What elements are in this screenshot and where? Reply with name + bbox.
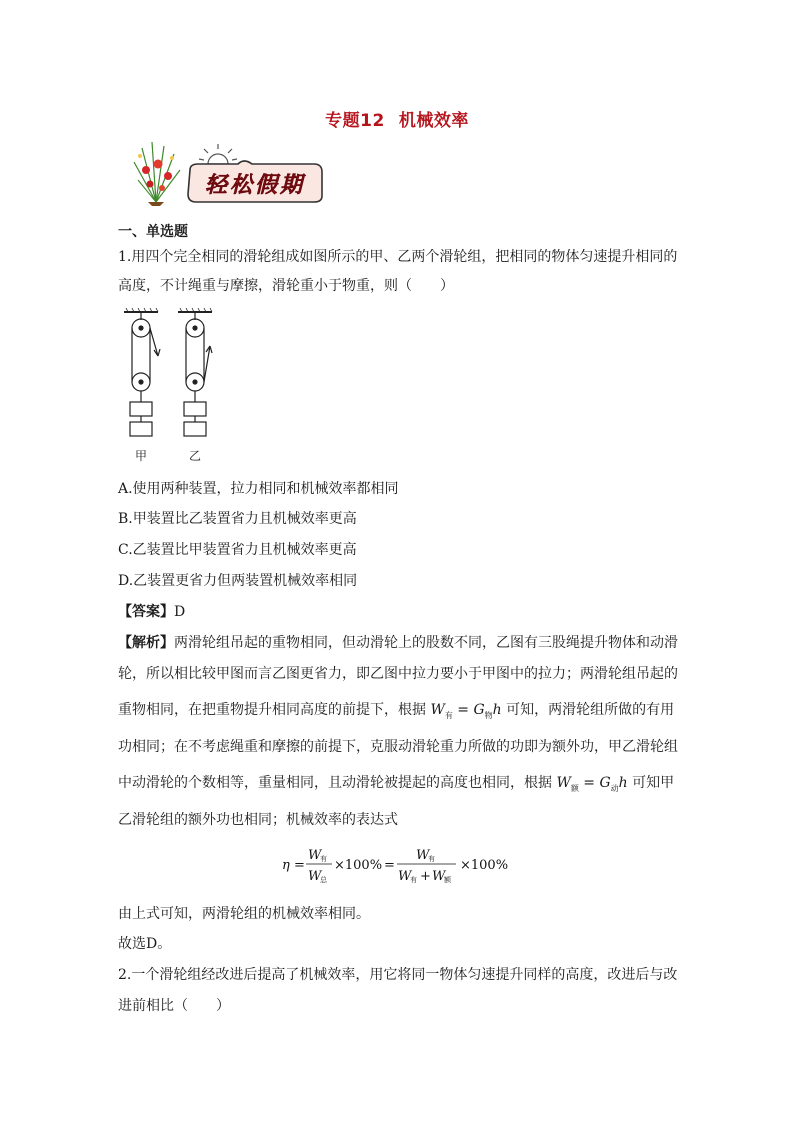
title-prefix: 专题12 — [325, 111, 385, 131]
q1-stem-line1: 1.用四个完全相同的滑轮组成如图所示的甲、乙两个滑轮组，把相同的物体匀速提升相同的 — [118, 249, 678, 265]
answer-value: D — [174, 604, 186, 620]
analysis-line2: 轮，所以相比较甲图而言乙图更省力，即乙图中拉力要小于甲图中的拉力；两滑轮组吊起的 — [118, 666, 678, 682]
svg-text:+: + — [420, 869, 431, 884]
figure-label-right: 乙 — [188, 449, 202, 463]
inline-formula-useful: $W_有 = G_物h$ — [430, 702, 502, 720]
page-title — [0, 106, 794, 131]
analysis-text-3b: 可知，两滑轮组所做的有用 — [506, 702, 675, 718]
svg-text:W: W — [398, 869, 412, 884]
q1-option-a: A.使用两种装置，拉力相同和机械效率都相同 — [118, 481, 399, 497]
svg-text:W: W — [308, 848, 322, 863]
efficiency-formula — [280, 842, 520, 886]
q1-stem-line2: 高度，不计绳重与摩擦，滑轮重小于物重，则（ ） — [118, 278, 454, 294]
analysis-text-5a: 中动滑轮的个数相等，重量相同，且动滑轮被提起的高度也相同，根据 — [118, 775, 552, 791]
holiday-banner — [128, 140, 328, 206]
svg-text:有: 有 — [410, 876, 417, 884]
analysis-line3 — [118, 700, 674, 726]
banner-text: 轻松假期 — [204, 172, 306, 198]
sun-icon — [199, 144, 237, 164]
analysis-text-3a: 重物相同，在把重物提升相同高度的前提下，根据 — [118, 702, 426, 718]
svg-text:W: W — [308, 869, 322, 884]
svg-text:有: 有 — [320, 855, 327, 863]
svg-text:=: = — [384, 858, 395, 873]
analysis-text-5b: 可知甲 — [632, 775, 675, 791]
svg-text:有: 有 — [428, 855, 435, 863]
analysis-label: 【解析】 — [118, 635, 174, 651]
pulley-figure — [116, 306, 226, 466]
analysis-line6: 乙滑轮组的额外功也相同；机械效率的表达式 — [118, 812, 398, 828]
svg-text:×100%: ×100% — [460, 858, 509, 873]
analysis-line1 — [118, 633, 678, 653]
analysis-line5 — [118, 773, 674, 799]
analysis-conclusion: 由上式可知，两滑轮组的机械效率相同。 — [118, 906, 370, 922]
svg-text:额: 额 — [444, 876, 451, 884]
svg-text:×100%: ×100% — [334, 858, 383, 873]
svg-text:W: W — [432, 869, 446, 884]
svg-text:总: 总 — [320, 876, 327, 884]
section-heading: 一、单选题 — [118, 224, 188, 240]
q1-option-c: C.乙装置比甲装置省力且机械效率更高 — [118, 542, 357, 558]
svg-text:η: η — [282, 858, 290, 873]
q2-stem-line1: 2.一个滑轮组经改进后提高了机械效率，用它将同一物体匀速提升同样的高度，改进后与改 — [118, 967, 678, 983]
figure-label-left: 甲 — [134, 449, 148, 463]
answer-label: 【答案】 — [118, 604, 174, 620]
svg-text:W: W — [416, 848, 430, 863]
title-main: 机械效率 — [398, 111, 469, 131]
q1-answer — [118, 602, 185, 622]
flower-icon — [134, 142, 180, 206]
q1-option-b: B.甲装置比乙装置省力且机械效率更高 — [118, 511, 357, 527]
q1-option-d: D.乙装置更省力但两装置机械效率相同 — [118, 573, 358, 589]
svg-text:=: = — [294, 858, 305, 873]
analysis-text-1: 两滑轮组吊起的重物相同，但动滑轮上的股数不同，乙图有三股绳提升物体和动滑 — [174, 635, 678, 651]
analysis-line4: 功相同；在不考虑绳重和摩擦的前提下，克服动滑轮重力所做的功即为额外功，甲乙滑轮组 — [118, 739, 678, 755]
q2-stem-line2: 进前相比（ ） — [118, 998, 230, 1014]
inline-formula-extra: $W_额 = G_动h$ — [556, 775, 628, 793]
analysis-choice: 故选D。 — [118, 936, 172, 952]
